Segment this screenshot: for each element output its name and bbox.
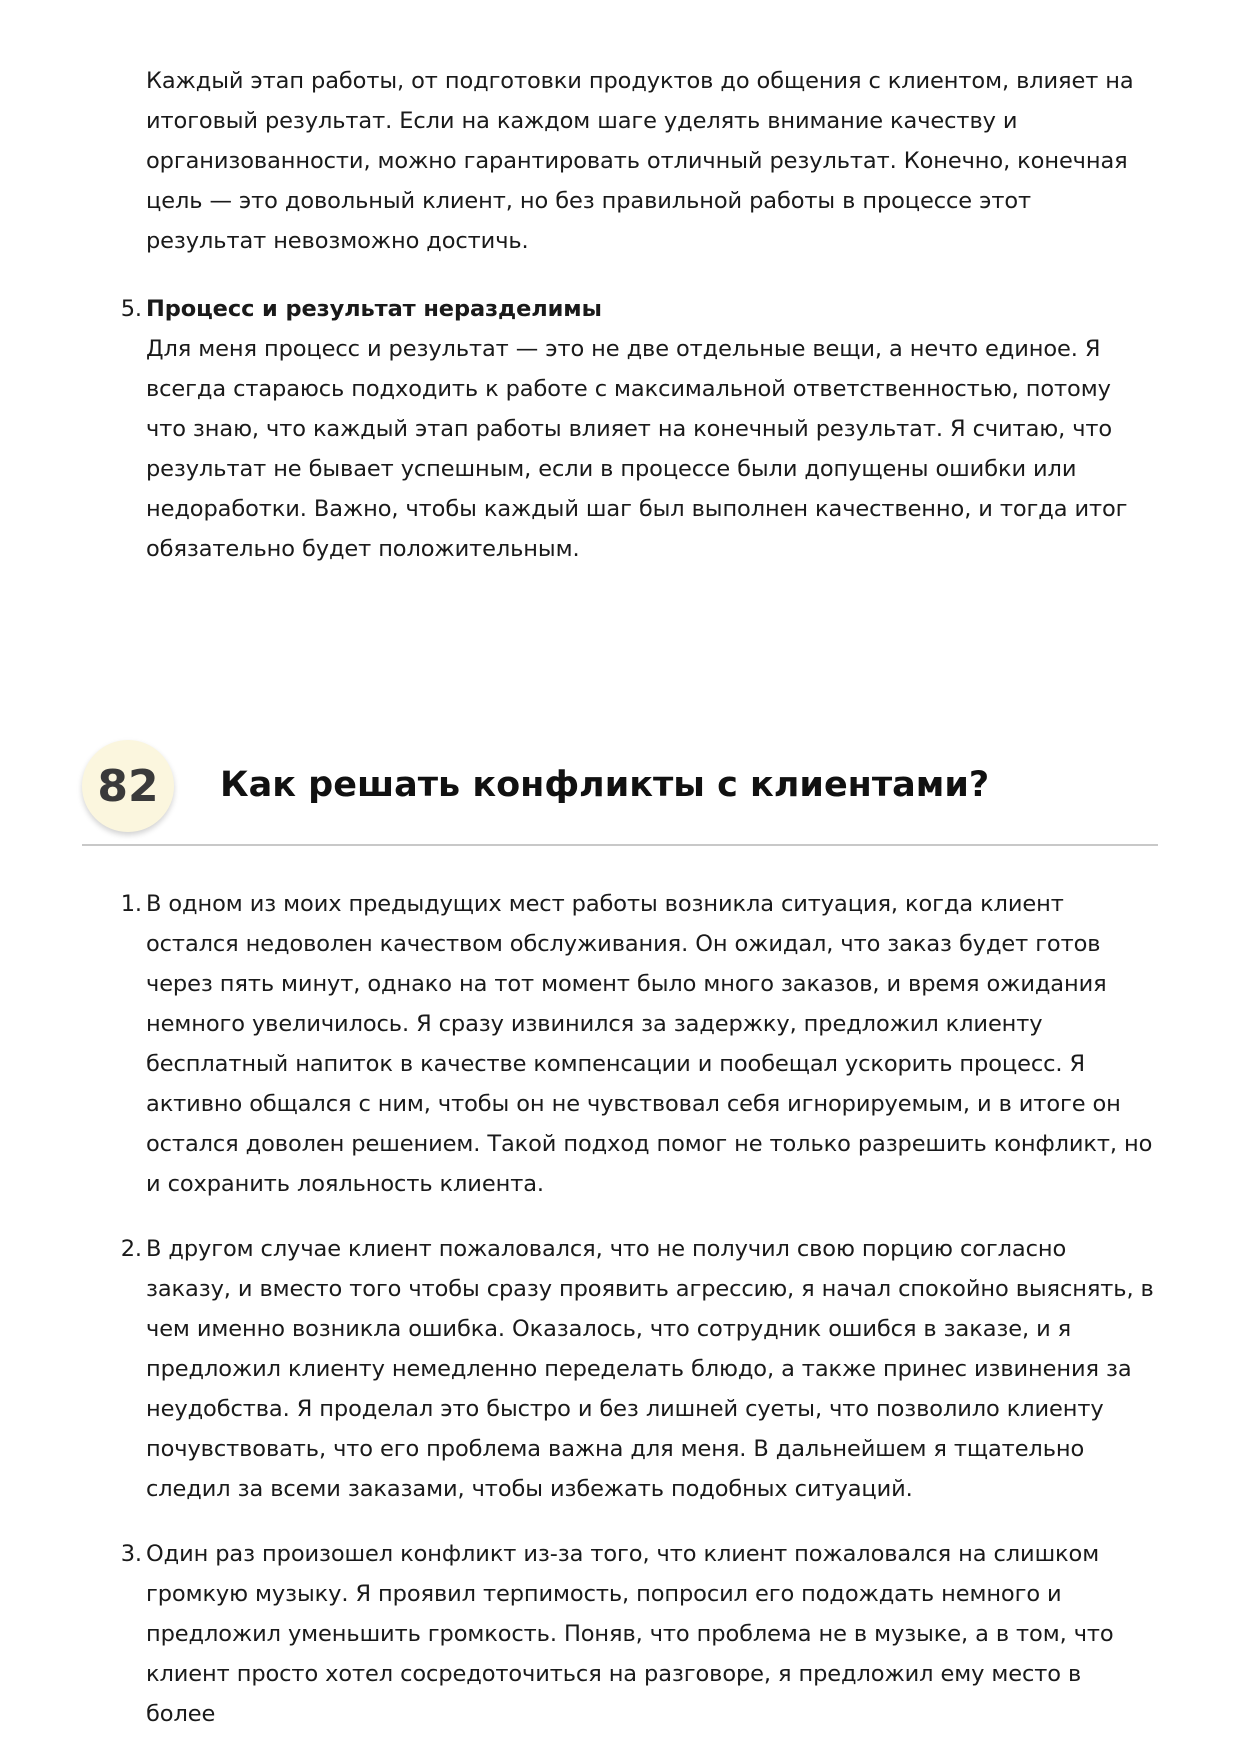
list-item-text: В другом случае клиент пожаловался, что не получил свою порцию согласно заказу, и вместо того чтобы сразу проявить агрессию, я начал спокойно выяснять, в чем именно возникла ошибка. Оказалось, что сотрудник ошибся в заказе, и я предложил клиенту немедленно переделать блюдо, а также принес извинения за неудобства. Я проделал это быстро и без лишней суеты, что позволило клиенту почувствовать, что его проблема важна для меня. В дальнейшем я тщательно следил за всеми заказами, чтобы избежать подобных ситуаций. [146, 1236, 1154, 1502]
answer-item-3 [120, 1534, 1156, 1734]
answer-item-2 [120, 1229, 1156, 1509]
list-item-title: Процесс и результат неразделимы [146, 296, 602, 322]
list-item-text: Один раз произошел конфликт из-за того, что клиент пожаловался на слишком громкую музыку. Я проявил терпимость, попросил его подождать немного и предложил уменьшить громкость. Поняв, что проблема не в музыке, а в том, что клиент просто хотел сосредоточиться на разговоре, я предложил ему место в более [146, 1541, 1114, 1727]
list-item-number: 5. [120, 296, 142, 322]
list-item-text: В одном из моих предыдущих мест работы возникла ситуация, когда клиент остался недоволен качеством обслуживания. Он ожидал, что заказ будет готов через пять минут, однако на тот момент было много заказов, и время ожидания немного увеличилось. Я сразу извинился за задержку, предложил клиенту бесплатный напиток в качестве компенсации и пообещал ускорить процесс. Я активно общался с ним, чтобы он не чувствовал себя игнорируемым, и в итоге он остался доволен решением. Такой подход помог не только разрешить конфликт, но и сохранить лояльность клиента. [146, 891, 1153, 1197]
list-item-number: 1. [120, 891, 142, 917]
answer-item-1 [120, 884, 1156, 1204]
intro-paragraph: Каждый этап работы, от подготовки продуктов до общения с клиентом, влияет на итоговый результат. Если на каждом шаге уделять внимание качеству и организованности, можно гарантировать отличный результат. Конечно, конечная цель — это довольный клиент, но без правильной работы в процессе этот результат невозможно достичь. [146, 68, 1134, 254]
list-item-number: 2. [120, 1236, 142, 1262]
list-item-text: Для меня процесс и результат — это не две отдельные вещи, а нечто единое. Я всегда стараюсь подходить к работе с максимальной ответственностью, потому что знаю, что каждый этап работы влияет на конечный результат. Я считаю, что результат не бывает успешным, если в процессе были допущены ошибки или недоработки. Важно, чтобы каждый шаг был выполнен качественно, и тогда итог обязательно будет положительным. [146, 336, 1128, 562]
list-item-number: 3. [120, 1541, 142, 1567]
section-title: Как решать конфликты с клиентами? [220, 765, 990, 805]
question-number-badge: 82 [82, 740, 174, 832]
section-header [82, 740, 1158, 846]
list-item-5 [120, 289, 1156, 569]
